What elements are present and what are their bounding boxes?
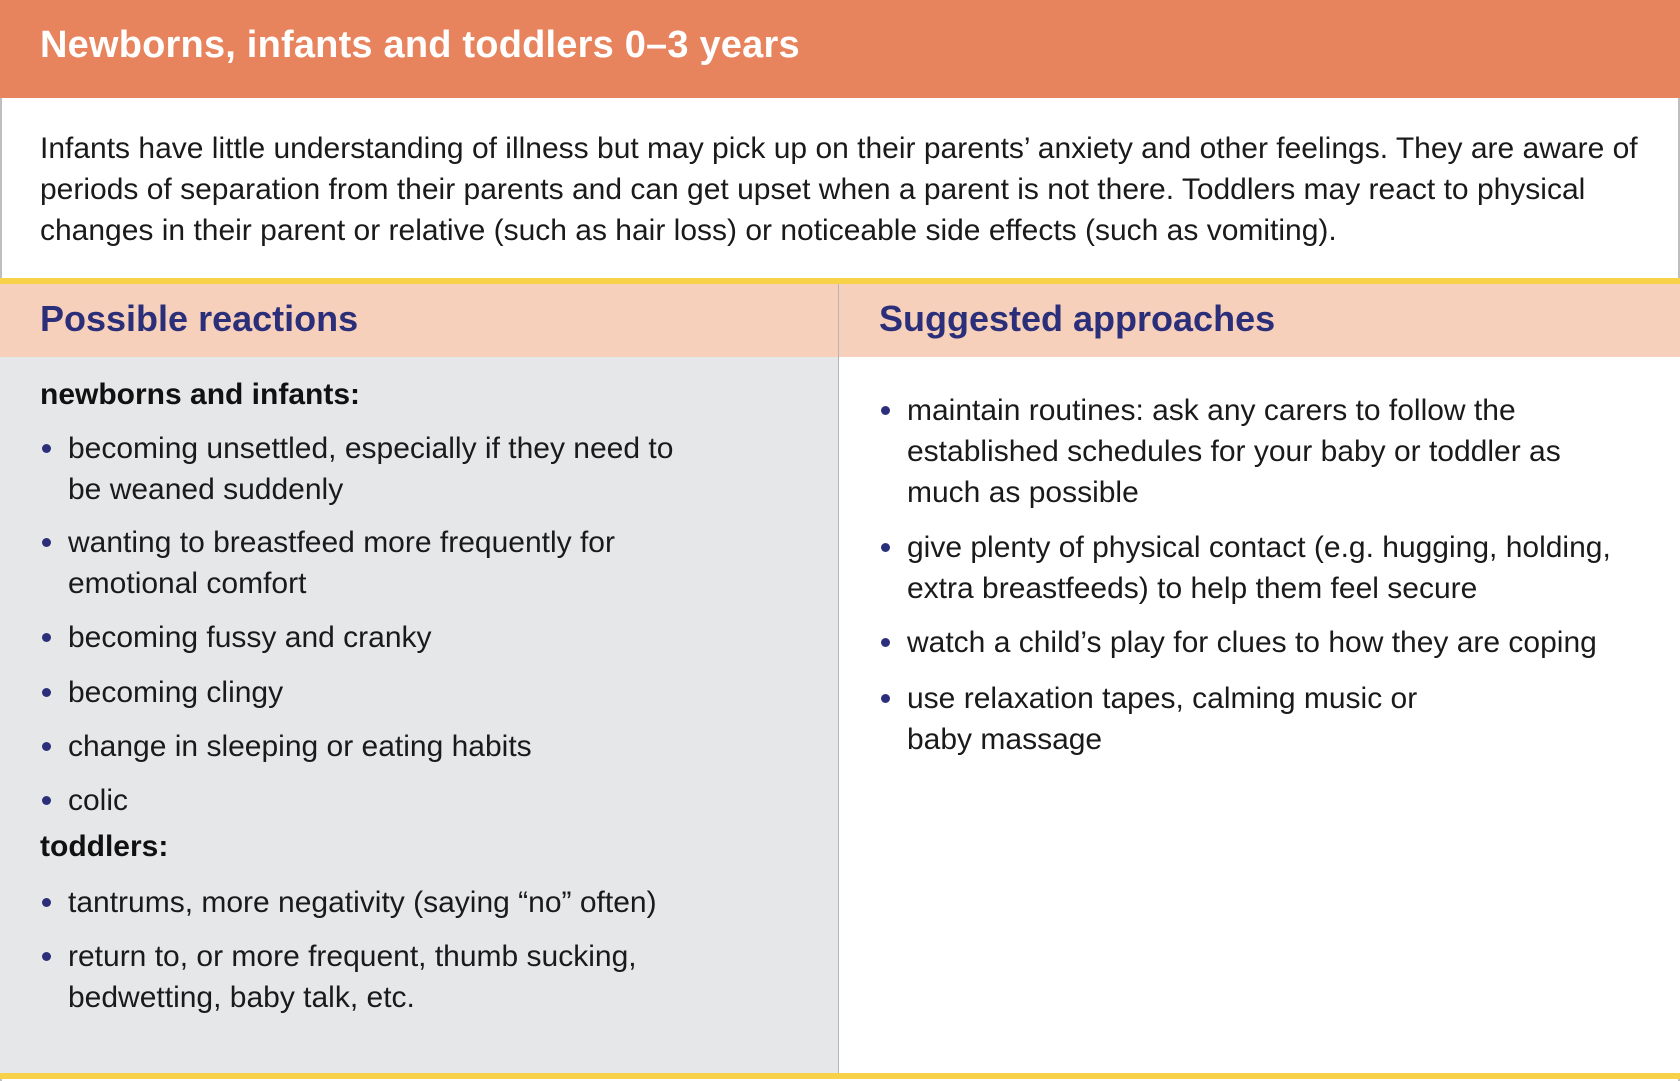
bullet-icon xyxy=(42,796,51,805)
approaches-column xyxy=(839,284,1680,1073)
bullet-icon xyxy=(881,406,890,415)
list-item-text: becoming unsettled, especially if they need to be weaned suddenly xyxy=(68,432,674,506)
list-item xyxy=(40,617,780,658)
bottom-rule xyxy=(0,1073,1680,1079)
list-item xyxy=(40,428,680,510)
bullet-icon xyxy=(42,952,51,961)
list-item-text: tantrums, more negativity (saying “no” often) xyxy=(68,886,657,919)
infants-label: newborns and infants: xyxy=(40,378,361,411)
list-item xyxy=(40,936,680,1018)
reactions-header xyxy=(0,284,838,357)
list-item-text: return to, or more frequent, thumb sucking, bedwetting, baby talk, etc. xyxy=(68,940,637,1014)
list-item xyxy=(879,622,1659,663)
reactions-column xyxy=(0,284,838,1073)
page-title: Newborns, infants and toddlers 0–3 years xyxy=(40,24,800,66)
title-bar xyxy=(0,0,1680,98)
list-item-text: wanting to breastfeed more frequently for emotional comfort xyxy=(68,526,615,600)
bullet-icon xyxy=(881,543,890,552)
bullet-icon xyxy=(42,688,51,697)
list-item-text: give plenty of physical contact (e.g. hugging, holding, extra breastfeeds) to help them feel secure xyxy=(907,531,1611,605)
list-item-text: colic xyxy=(68,784,129,817)
list-item xyxy=(879,678,1459,760)
list-item-text: watch a child’s play for clues to how they are coping xyxy=(907,626,1597,659)
list-item-text: maintain routines: ask any carers to follow the established schedules for your baby or toddler as much as possible xyxy=(907,394,1561,509)
toddlers-label: toddlers: xyxy=(40,830,169,863)
list-item xyxy=(40,726,780,767)
list-item xyxy=(40,522,680,604)
bullet-icon xyxy=(42,898,51,907)
list-item xyxy=(40,780,780,821)
bullet-icon xyxy=(42,742,51,751)
intro-paragraph: Infants have little understanding of illness but may pick up on their parents’ anxiety and other feelings. They are aware of periods of separation from their parents and can get upset when a parent is not there. Toddlers may react to physical changes in their parent or relative (such as hair loss) or noticeable side effects (such as vomiting). xyxy=(40,132,1638,247)
approaches-heading: Suggested approaches xyxy=(879,298,1276,339)
approaches-header xyxy=(839,284,1680,357)
list-item xyxy=(40,882,780,923)
list-item-text: use relaxation tapes, calming music or baby massage xyxy=(907,682,1418,756)
list-item xyxy=(879,527,1639,609)
list-item-text: becoming fussy and cranky xyxy=(68,621,432,654)
bullet-icon xyxy=(881,694,890,703)
bullet-icon xyxy=(42,444,51,453)
list-item-text: change in sleeping or eating habits xyxy=(68,730,532,763)
list-item xyxy=(40,672,780,713)
list-item xyxy=(879,390,1599,513)
bullet-icon xyxy=(881,638,890,647)
bullet-icon xyxy=(42,538,51,547)
reactions-heading: Possible reactions xyxy=(40,298,359,339)
list-item-text: becoming clingy xyxy=(68,676,284,709)
bullet-icon xyxy=(42,633,51,642)
